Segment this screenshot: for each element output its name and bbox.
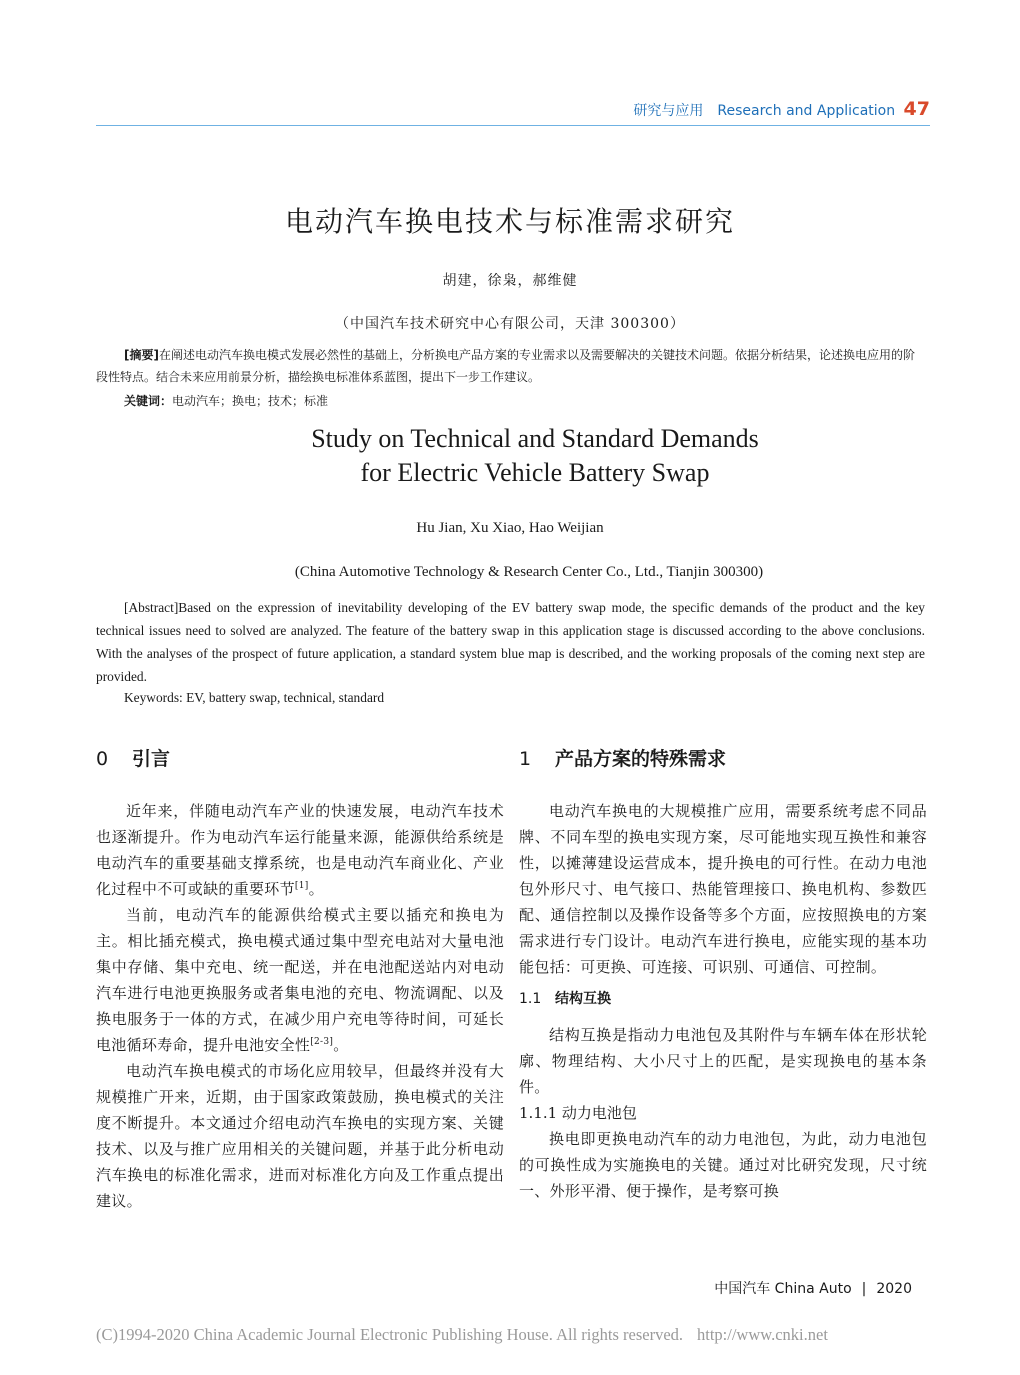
page-number: 47 [903,98,930,120]
intro-paragraph-3: 电动汽车换电模式的市场化应用较早，但最终并没有大规模推广开来，近期，由于国家政策鼓励，换电模式的关注度不断提升。本文通过介绍电动汽车换电的实现方案、关键技术、以及与推广应用相关的关键问题，并基于此分析电动汽车换电的标准化需求，进而对标准化方向及工作重点提出建议。 [96,1062,504,1210]
paragraph-end: 。 [308,880,324,898]
subsection-number: 1.1 [519,991,542,1007]
battery-pack-paragraph: 换电即更换电动汽车的动力电池包，为此，动力电池包的可换性成为实施换电的关键。通过对比研究发现，尺寸统一、外形平滑、便于操作，是考察可换 [519,1130,927,1200]
affiliation-en: (China Automotive Technology & Research Center Co., Ltd., Tianjin 300300) [294,564,764,580]
citation-ref: [2-3] [310,1037,334,1047]
section-title: 产品方案的特殊需求 [555,748,727,770]
page-footer [714,1278,912,1298]
footer-separator: | [861,1281,867,1297]
keywords-zh-text: 电动汽车；换电；技术；标准 [172,394,329,408]
section-number: 1 [519,748,532,770]
header-divider [96,125,930,126]
abstract-zh [96,344,925,388]
section-heading-product [519,744,927,774]
subsubsection-heading-battery-pack: 1.1.1 动力电池包 [519,1104,637,1122]
product-paragraph-1: 电动汽车换电的大规模推广应用，需要系统考虑不同品牌、不同车型的换电实现方案，尽可能地实现互换性和兼容性，以摊薄建设运营成本，提升换电的可行性。在动力电池包外形尺寸、电气接口、热能管理接口、换电机构、参数匹配、通信控制以及操作设备等多个方面，应按照换电的方案需求进行专门设计。电动汽车进行换电，应能实现的基本功能包括：可更换、可连接、可识别、可通信、可控制。 [519,802,927,976]
abstract-en: [Abstract]Based on the expression of inevitability developing of the EV battery swap mode, the specific demands of the product and the key technical issues need to solved are analyzed. The feature of the battery swap in this application stage is discussed according to the above conclusions. With the analyses of the prospect of future application, a standard system blue map is described, and the working proposals of the coming next step are provided. [96,600,925,684]
intro-paragraph-2 [96,902,504,1058]
copyright-url: http://www.cnki.net [697,1325,828,1344]
paragraph-end: 。 [333,1036,349,1054]
affiliation-zh: （中国汽车技术研究中心有限公司，天津 300300） [335,316,685,332]
authors-zh: 胡建，徐枭，郝维健 [442,273,578,289]
abstract-zh-text: 在阐述电动汽车换电模式发展必然性的基础上，分析换电产品方案的专业需求以及需要解决的关键技术问题。依据分析结果，论述换电应用的阶段性特点。结合未来应用前景分析，描绘换电标准体系蓝图，提出下一步工作建议。 [96,348,915,384]
title-en-line1: Study on Technical and Standard Demands [311,424,759,453]
column-left [96,744,504,1214]
title-zh: 电动汽车换电技术与标准需求研究 [284,205,735,238]
citation-ref: [1] [294,881,309,891]
copyright-text: (C)1994-2020 China Academic Journal Electronic Publishing House. All rights reserved. [96,1325,684,1344]
keywords-zh-label: 关键词： [124,394,173,408]
journal-name: 中国汽车 China Auto [714,1281,852,1297]
title-en [0,422,1020,490]
paragraph-text: 近年来，伴随电动汽车产业的快速发展，电动汽车技术也逐渐提升。作为电动汽车运行能量来源，能源供给系统是电动汽车的重要基础支撑系统，也是电动汽车商业化、产业化过程中不可或缺的重要环节 [96,802,504,898]
paragraph-text: 当前，电动汽车的能源供给模式主要以插充和换电为主。相比插充模式，换电模式通过集中型充电站对大量电池集中存储、集中充电、统一配送，并在电池配送站内对电动汽车进行电池更换服务或者集电池的充电、物流调配、以及换电服务于一体的方式，在减少用户充电等待时间，可延长电池循环寿命，提升电池安全性 [96,906,504,1054]
keywords-zh [124,392,925,410]
title-en-line2: for Electric Vehicle Battery Swap [360,458,710,487]
section-number: 0 [96,748,109,770]
subsection-heading-structure [519,986,927,1012]
section-label-en: Research and Application [717,103,896,119]
keywords-en: Keywords: EV, battery swap, technical, standard [124,690,385,705]
section-label-zh: 研究与应用 [633,103,704,119]
section-heading-intro [96,744,504,774]
intro-paragraph-1 [96,798,504,902]
copyright-notice [96,1325,980,1345]
section-title: 引言 [132,748,171,770]
structure-paragraph-1: 结构互换是指动力电池包及其附件与车辆车体在形状轮廓、物理结构、大小尺寸上的匹配，是实现换电的基本条件。 [519,1026,927,1096]
abstract-zh-label: [摘要] [124,348,159,362]
column-right [519,744,927,1204]
running-header [96,98,930,122]
authors-en: Hu Jian, Xu Xiao, Hao Weijian [416,520,604,536]
subsection-title: 结构互换 [555,991,611,1007]
journal-year: 2020 [876,1281,912,1297]
